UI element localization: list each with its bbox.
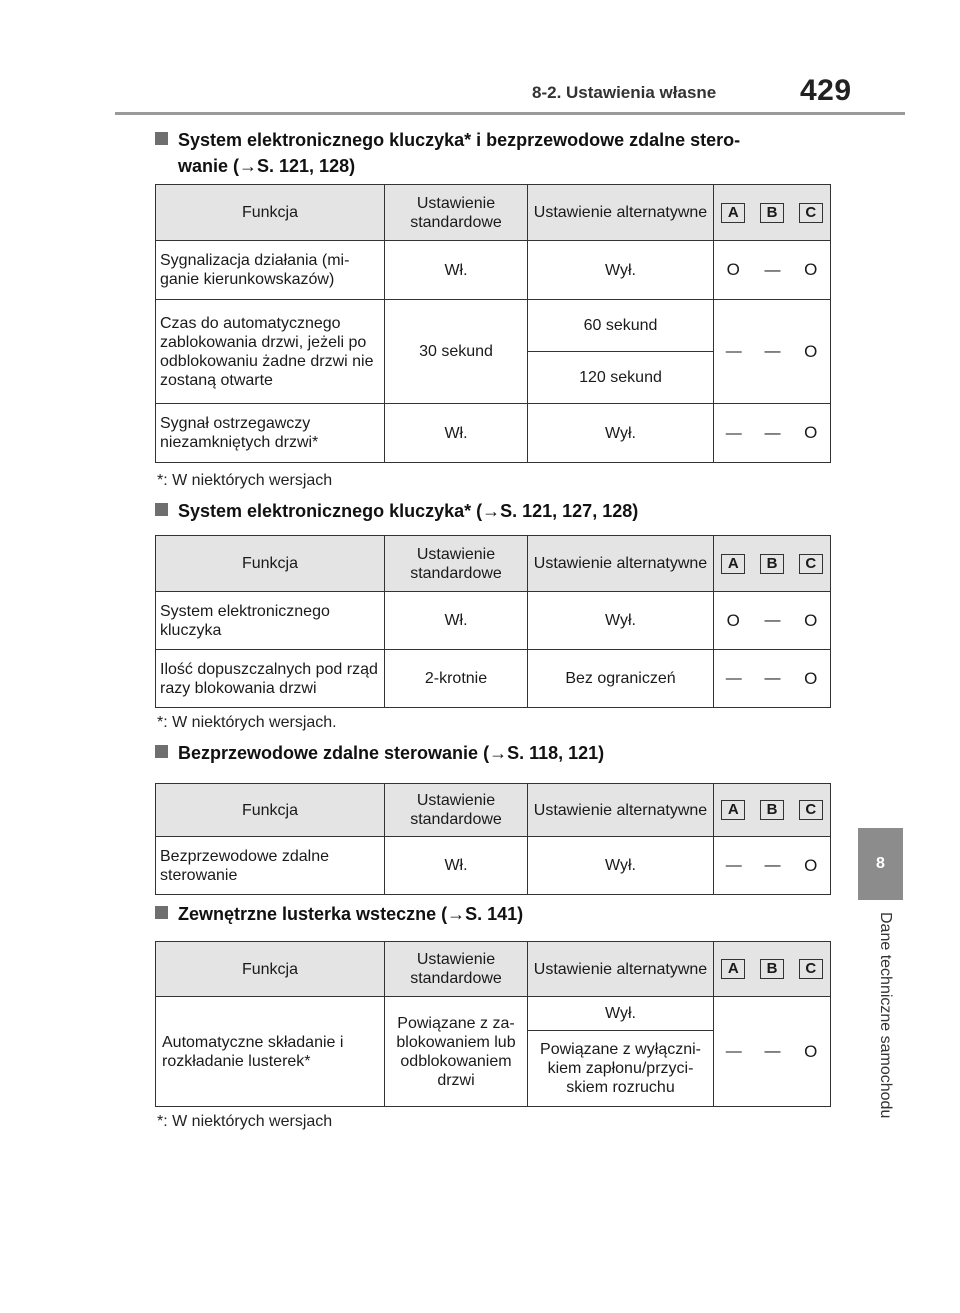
bullet-square-icon xyxy=(155,503,168,516)
available-mark: O xyxy=(804,1041,818,1061)
column-header-default: Ustawienie standardowe xyxy=(385,536,528,592)
bullet-square-icon xyxy=(155,906,168,919)
unavailable-mark: — xyxy=(764,1043,780,1060)
available-mark: O xyxy=(804,855,818,875)
table-row xyxy=(156,997,831,1031)
default-value: Wł. xyxy=(385,592,528,650)
unavailable-mark: — xyxy=(725,1043,741,1060)
page-header xyxy=(0,0,960,120)
section-heading: System elektronicznego kluczyka* (→S. 121, 127, 128) xyxy=(155,498,638,524)
column-header-c: C xyxy=(799,959,823,979)
chapter-tab: 8 xyxy=(858,828,903,900)
footnote: *: W niektórych wersjach. xyxy=(157,714,337,731)
table-row xyxy=(156,241,831,300)
default-value: Wł. xyxy=(385,837,528,895)
column-header-b: B xyxy=(760,800,784,820)
function-cell: Sygnalizacja działania (mi-ganie kierunkowskazów) xyxy=(156,241,385,300)
alternative-value: 120 sekund xyxy=(528,352,714,404)
available-mark: O xyxy=(804,423,818,442)
section-heading: System elektronicznego kluczyka* i bezprzewodowe zdalne stero- wanie (→S. 121, 128) xyxy=(155,127,740,179)
available-mark: O xyxy=(726,260,740,279)
column-header-alternative: Ustawienie alternatywne xyxy=(528,942,714,997)
function-cell: Bezprzewodowe zdalne sterowanie xyxy=(156,837,385,895)
unavailable-mark: — xyxy=(725,670,741,687)
unavailable-mark: — xyxy=(764,424,780,442)
unavailable-mark: — xyxy=(725,857,741,874)
function-cell: Sygnał ostrzegawczy niezamkniętych drzwi* xyxy=(156,404,385,463)
column-header-a: A xyxy=(721,203,745,223)
column-header-function: Funkcja xyxy=(156,942,385,997)
column-header-a: A xyxy=(721,959,745,979)
column-header-function: Funkcja xyxy=(156,784,385,837)
settings-table xyxy=(155,783,831,895)
default-value: Wł. xyxy=(385,404,528,463)
available-mark: O xyxy=(804,260,818,279)
column-header-a: A xyxy=(721,800,745,820)
available-mark: O xyxy=(726,610,740,630)
section-title: 8-2. Ustawienia własne xyxy=(532,83,717,102)
footnote: *: W niektórych wersjach xyxy=(157,472,333,489)
default-value: Powiązane z za-blokowaniem lub odblokowaniem drzwi xyxy=(385,997,528,1107)
available-mark: O xyxy=(804,668,818,688)
column-header-c: C xyxy=(799,203,823,223)
available-mark: O xyxy=(804,341,818,361)
column-header-c: C xyxy=(799,800,823,820)
table-row xyxy=(156,592,831,650)
alternative-value: 60 sekund xyxy=(528,300,714,352)
column-header-b: B xyxy=(760,554,784,574)
header-divider xyxy=(115,112,905,115)
table-row xyxy=(156,650,831,708)
settings-table xyxy=(155,941,831,1107)
column-header-c: C xyxy=(799,554,823,574)
settings-table xyxy=(155,184,831,463)
column-header-alternative: Ustawienie alternatywne xyxy=(528,784,714,837)
default-value: Wł. xyxy=(385,241,528,300)
alternative-value: Wył. xyxy=(528,592,714,650)
column-header-b: B xyxy=(760,959,784,979)
column-header-a: A xyxy=(721,554,745,574)
unavailable-mark: — xyxy=(725,424,741,442)
column-header-function: Funkcja xyxy=(156,536,385,592)
unavailable-mark: — xyxy=(764,343,780,360)
column-header-alternative: Ustawienie alternatywne xyxy=(528,536,714,592)
function-cell: Ilość dopuszczalnych pod rząd razy blokowania drzwi xyxy=(156,650,385,708)
unavailable-mark: — xyxy=(764,670,780,687)
alternative-value: Wył. xyxy=(528,837,714,895)
bullet-square-icon xyxy=(155,132,168,145)
alternative-value: Bez ograniczeń xyxy=(528,650,714,708)
function-cell: Automatyczne składanie i rozkładanie lusterek* xyxy=(156,997,385,1107)
unavailable-mark: — xyxy=(764,857,780,874)
function-cell: Czas do automatycznego zablokowania drzwi, jeżeli po odblokowaniu żadne drzwi nie zostaną otwarte xyxy=(156,300,385,404)
column-header-default: Ustawienie standardowe xyxy=(385,942,528,997)
table-row xyxy=(156,837,831,895)
section-heading: Bezprzewodowe zdalne sterowanie (→S. 118, 121) xyxy=(155,740,604,766)
column-header-function: Funkcja xyxy=(156,185,385,241)
page-number: 429 xyxy=(800,74,852,107)
unavailable-mark: — xyxy=(764,261,780,279)
alternative-value: Wył. xyxy=(528,404,714,463)
alternative-value: Wył. xyxy=(528,997,714,1031)
footnote: *: W niektórych wersjach xyxy=(157,1113,333,1130)
chapter-label: Dane techniczne samochodu xyxy=(877,912,894,1119)
settings-table xyxy=(155,535,831,708)
default-value: 30 sekund xyxy=(385,300,528,404)
available-mark: O xyxy=(804,610,818,630)
bullet-square-icon xyxy=(155,745,168,758)
unavailable-mark: — xyxy=(725,343,741,360)
table-row xyxy=(156,300,831,352)
alternative-value: Powiązane z wyłączni-kiem zapłonu/przyci-skiem rozruchu xyxy=(528,1031,714,1107)
alternative-value: Wył. xyxy=(528,241,714,300)
column-header-b: B xyxy=(760,203,784,223)
section-heading: Zewnętrzne lusterka wsteczne (→S. 141) xyxy=(155,901,523,927)
table-row xyxy=(156,404,831,463)
column-header-alternative: Ustawienie alternatywne xyxy=(528,185,714,241)
column-header-default: Ustawienie standardowe xyxy=(385,185,528,241)
default-value: 2-krotnie xyxy=(385,650,528,708)
column-header-default: Ustawienie standardowe xyxy=(385,784,528,837)
function-cell: System elektronicznego kluczyka xyxy=(156,592,385,650)
unavailable-mark: — xyxy=(764,612,780,629)
